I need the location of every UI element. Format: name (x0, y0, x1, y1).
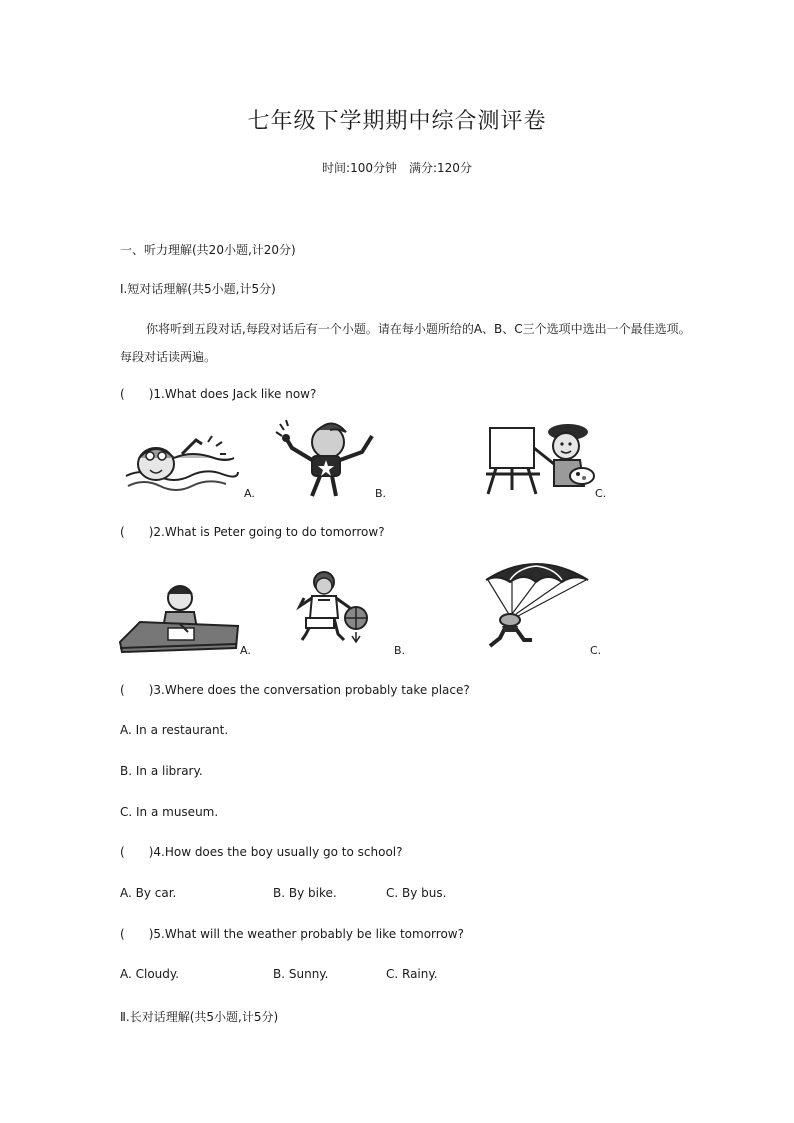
question-text: 3.Where does the conversation probably take place? (153, 683, 470, 697)
basketball-boy-picture (296, 570, 376, 650)
question-text: 4.How does the boy usually go to school? (153, 845, 403, 859)
question-text: 5.What will the weather probably be like tomorrow? (153, 927, 464, 941)
option-c: C. Rainy. (386, 967, 438, 981)
answer-bracket-open: ( (120, 927, 125, 941)
option-a: A. Cloudy. (120, 967, 180, 981)
option-label-b: B. (394, 644, 406, 657)
option-b: B. In a library. (120, 764, 203, 778)
answer-bracket-open: ( (120, 525, 125, 539)
answer-bracket-open: ( (120, 683, 125, 697)
option-a: A. By car. (120, 886, 177, 900)
singing-boy-picture (272, 418, 376, 498)
answer-bracket-close: ) (148, 387, 154, 401)
question-2 (120, 525, 385, 539)
answer-bracket-close: ) (148, 683, 154, 697)
question-5 (120, 927, 464, 941)
question-4 (120, 845, 403, 859)
painting-boy-picture (484, 420, 596, 496)
option-c: C. In a museum. (120, 805, 219, 819)
option-b: B. By bike. (273, 886, 337, 900)
answer-bracket-close: ) (148, 927, 154, 941)
option-b: B. Sunny. (273, 967, 329, 981)
studying-boy-picture (118, 582, 240, 658)
section-heading-listening: 一、听力理解(共20小题,计20分) (120, 243, 296, 257)
parachuting-man-picture (482, 556, 592, 656)
question-text: 2.What is Peter going to do tomorrow? (153, 525, 385, 539)
page-title: 七年级下学期期中综合测评卷 (247, 109, 547, 134)
option-label-b: B. (375, 487, 387, 500)
option-label-c: C. (590, 644, 602, 657)
option-label-c: C. (595, 487, 607, 500)
question-text: 1.What does Jack like now? (153, 387, 317, 401)
answer-bracket-open: ( (120, 845, 125, 859)
option-a: A. In a restaurant. (120, 723, 229, 737)
question-1 (120, 387, 316, 401)
option-label-a: A. (244, 487, 255, 500)
question-3 (120, 683, 470, 697)
exam-time-and-score: 时间:100分钟 满分:120分 (322, 161, 472, 175)
answer-bracket-close: ) (148, 845, 154, 859)
instructions-line-2: 每段对话读两遍。 (120, 350, 217, 364)
part-heading-short-dialogues: Ⅰ.短对话理解(共5小题,计5分) (120, 282, 276, 296)
option-c: C. By bus. (386, 886, 447, 900)
instructions-line-1: 你将听到五段对话,每段对话后有一个小题。请在每小题所给的A、B、C三个选项中选出一个最佳选项。 (146, 322, 691, 336)
answer-bracket-close: ) (148, 525, 154, 539)
swimming-boy-picture (122, 428, 240, 498)
option-label-a: A. (240, 644, 251, 657)
part-heading-long-dialogues: Ⅱ.长对话理解(共5小题,计5分) (120, 1010, 279, 1024)
answer-bracket-open: ( (120, 387, 125, 401)
